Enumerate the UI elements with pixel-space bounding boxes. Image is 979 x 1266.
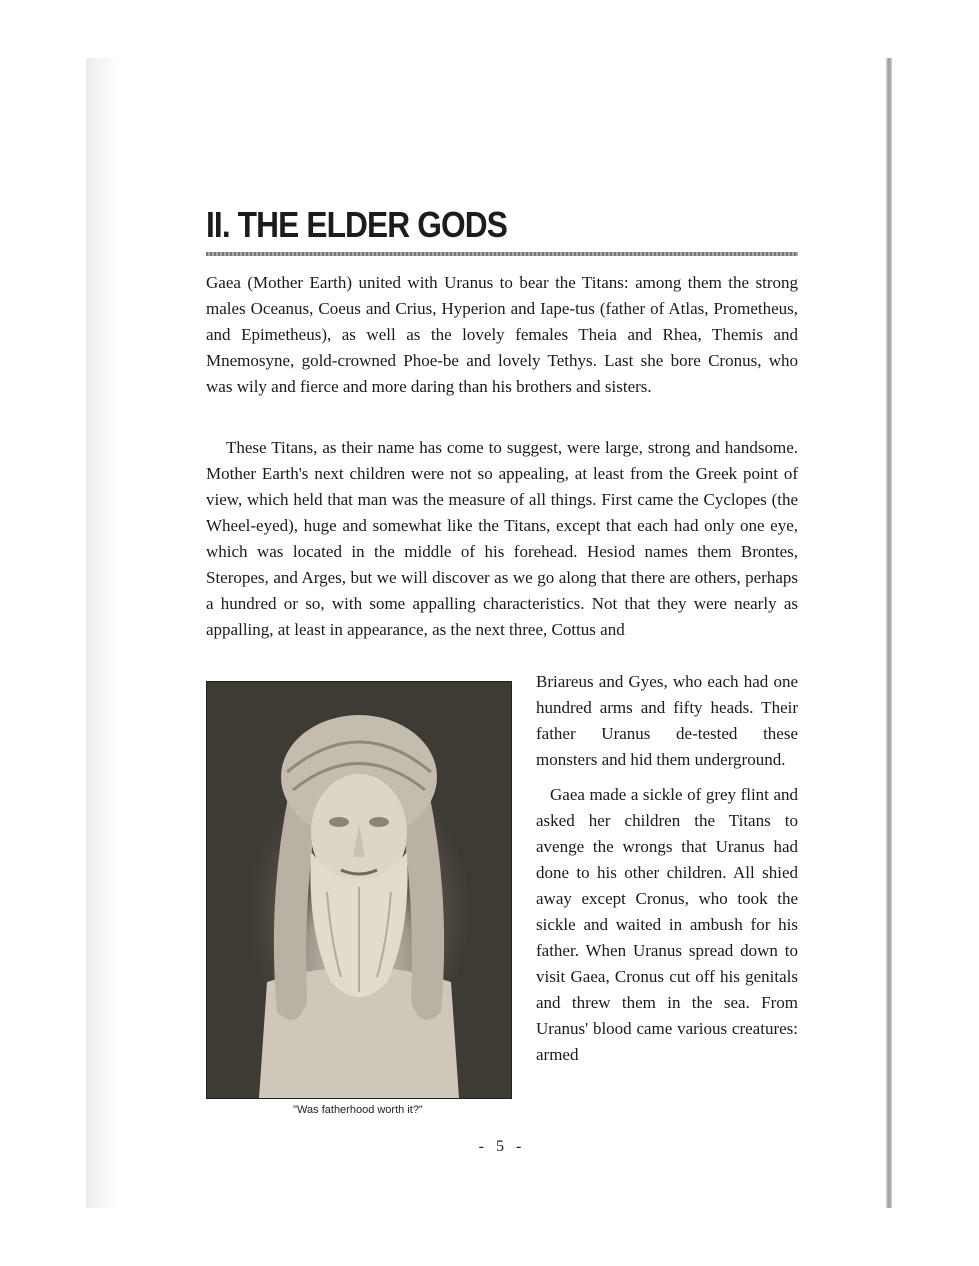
figure-caption: "Was fatherhood worth it?" <box>293 1104 423 1116</box>
bust-photo <box>206 681 512 1099</box>
paragraph-2: These Titans, as their name has come to suggest, were large, strong and handsome. Mother Earth's next children were not so appealing, at least from the Greek point of view, which held that man was the measure of all things. First came the Cyclopes (the Wheel-eyed), huge and somewhat like the Titans, except that each had only one eye, which was located in the middle of his forehead. Hesiod names them Brontes, Steropes, and Arges, but we will discover as we go along that there are others, perhaps a hundred or so, with some appalling characteristics. Not that they were nearly as appalling, at least in appearance, as the next three, Cottus and <box>206 438 798 639</box>
paragraph-1: Gaea (Mother Earth) united with Uranus to bear the Titans: among them the strong males Oceanus, Coeus and Crius, Hyperion and Iape-tus (father of Atlas, Prometheus, and Epimetheus), as well as the lovely females Theia and Rhea, Themis and Mnemosyne, gold-crowned Phoe-be and lovely Tethys. Last she bore Cronus, who was wily and fierce and more daring than his brothers and sisters. <box>206 273 798 396</box>
page-number: - 5 - <box>478 1138 526 1155</box>
bearded-bust-illustration <box>207 682 511 1098</box>
paragraph-2-continued: Briareus and Gyes, who each had one hundred arms and fifty heads. Their father Uranus de-tested these monsters and hid them underground. <box>536 672 798 769</box>
chapter-title: II. THE ELDER GODS <box>206 204 508 245</box>
scan-shadow-left <box>86 58 120 1208</box>
side-column <box>536 669 798 1068</box>
scan-shadow-right <box>886 58 892 1208</box>
title-rule <box>206 252 798 256</box>
paragraph-3: Gaea made a sickle of grey flint and asked her children the Titans to avenge the wrongs that Uranus had done to his other children. All shied away except Cronus, who took the sickle and waited in ambush for his father. When Uranus spread down to visit Gaea, Cronus cut off his genitals and threw them in the sea. From Uranus' blood came various creatures: armed <box>536 785 798 1064</box>
book-page <box>206 0 798 1266</box>
